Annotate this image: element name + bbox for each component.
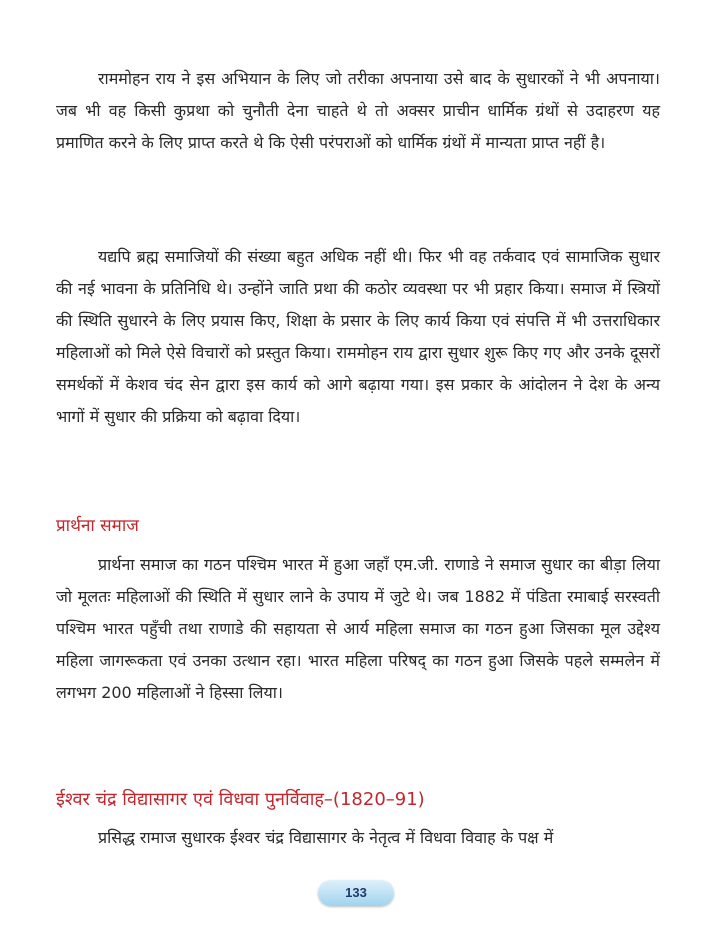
paragraph-rammohan-method: राममोहन राय ने इस अभियान के लिए जो तरीका अपनाया उसे बाद के सुधारकों ने भी अपनाया। जब भी वह किसी कुप्रथा को चुनौती देना चाहते थे तो अक्सर प्राचीन धार्मिक ग्रंथों से उदाहरण यह प्रमाणित करने के लिए प्राप्त करते थे कि ऐसी परंपराओं को धार्मिक ग्रंथों में मान्यता प्राप्त नहीं है। xyxy=(56,69,660,152)
paragraph-vidyasagar: प्रसिद्ध रामाज सुधारक ईश्वर चंद्र विद्यासागर के नेतृत्व में विधवा विवाह के पक्ष में xyxy=(98,828,554,847)
page-number-badge xyxy=(318,880,394,906)
section-heading-prarthana-samaj: प्रार्थना समाज xyxy=(56,516,139,536)
section-heading-vidyasagar: ईश्वर चंद्र विद्यासागर एवं विधवा पुनर्विवाह–(1820–91) xyxy=(56,789,425,810)
paragraph-prarthana-samaj: प्रार्थना समाज का गठन पश्चिम भारत में हुआ जहाँ एम.जी. राणाडे ने समाज सुधार का बीड़ा लिया जो मूलतः महिलाओं की स्थिति में सुधार लाने के उपाय में जुटे थे। जब 1882 में पंडिता रमाबाई सरस्वती पश्चिम भारत पहुँची तथा राणाडे की सहायता से आर्य महिला समाज का गठन हुआ जिसका मूल उद्देश्य महिला जागरूकता एवं उनका उत्थान रहा। भारत महिला परिषद् का गठन हुआ जिसके पहले सम्मलेन में लगभग 200 महिलाओं ने हिस्सा लिया। xyxy=(56,555,660,702)
page-number: 133 xyxy=(345,885,367,900)
paragraph-brahmo-samaj: यद्यपि ब्रह्म समाजियों की संख्या बहुत अधिक नहीं थी। फिर भी वह तर्कवाद एवं सामाजिक सुधार की नई भावना के प्रतिनिधि थे। उन्होंने जाति प्रथा की कठोर व्यवस्था पर भी प्रहार किया। समाज में स्त्रियों की स्थिति सुधारने के लिए प्रयास किए, शिक्षा के प्रसार के लिए कार्य किया एवं संपत्ति में भी उत्तराधिकार महिलाओं को मिले ऐसे विचारों को प्रस्तुत किया। राममोहन राय द्वारा सुधार शुरू किए गए और उनके दूसरों समर्थकों में केशव चंद सेन द्वारा इस कार्य को आगे बढ़ाया गया। इस प्रकार के आंदोलन ने देश के अन्य भागों में सुधार की प्रक्रिया को बढ़ावा दिया। xyxy=(56,247,660,426)
